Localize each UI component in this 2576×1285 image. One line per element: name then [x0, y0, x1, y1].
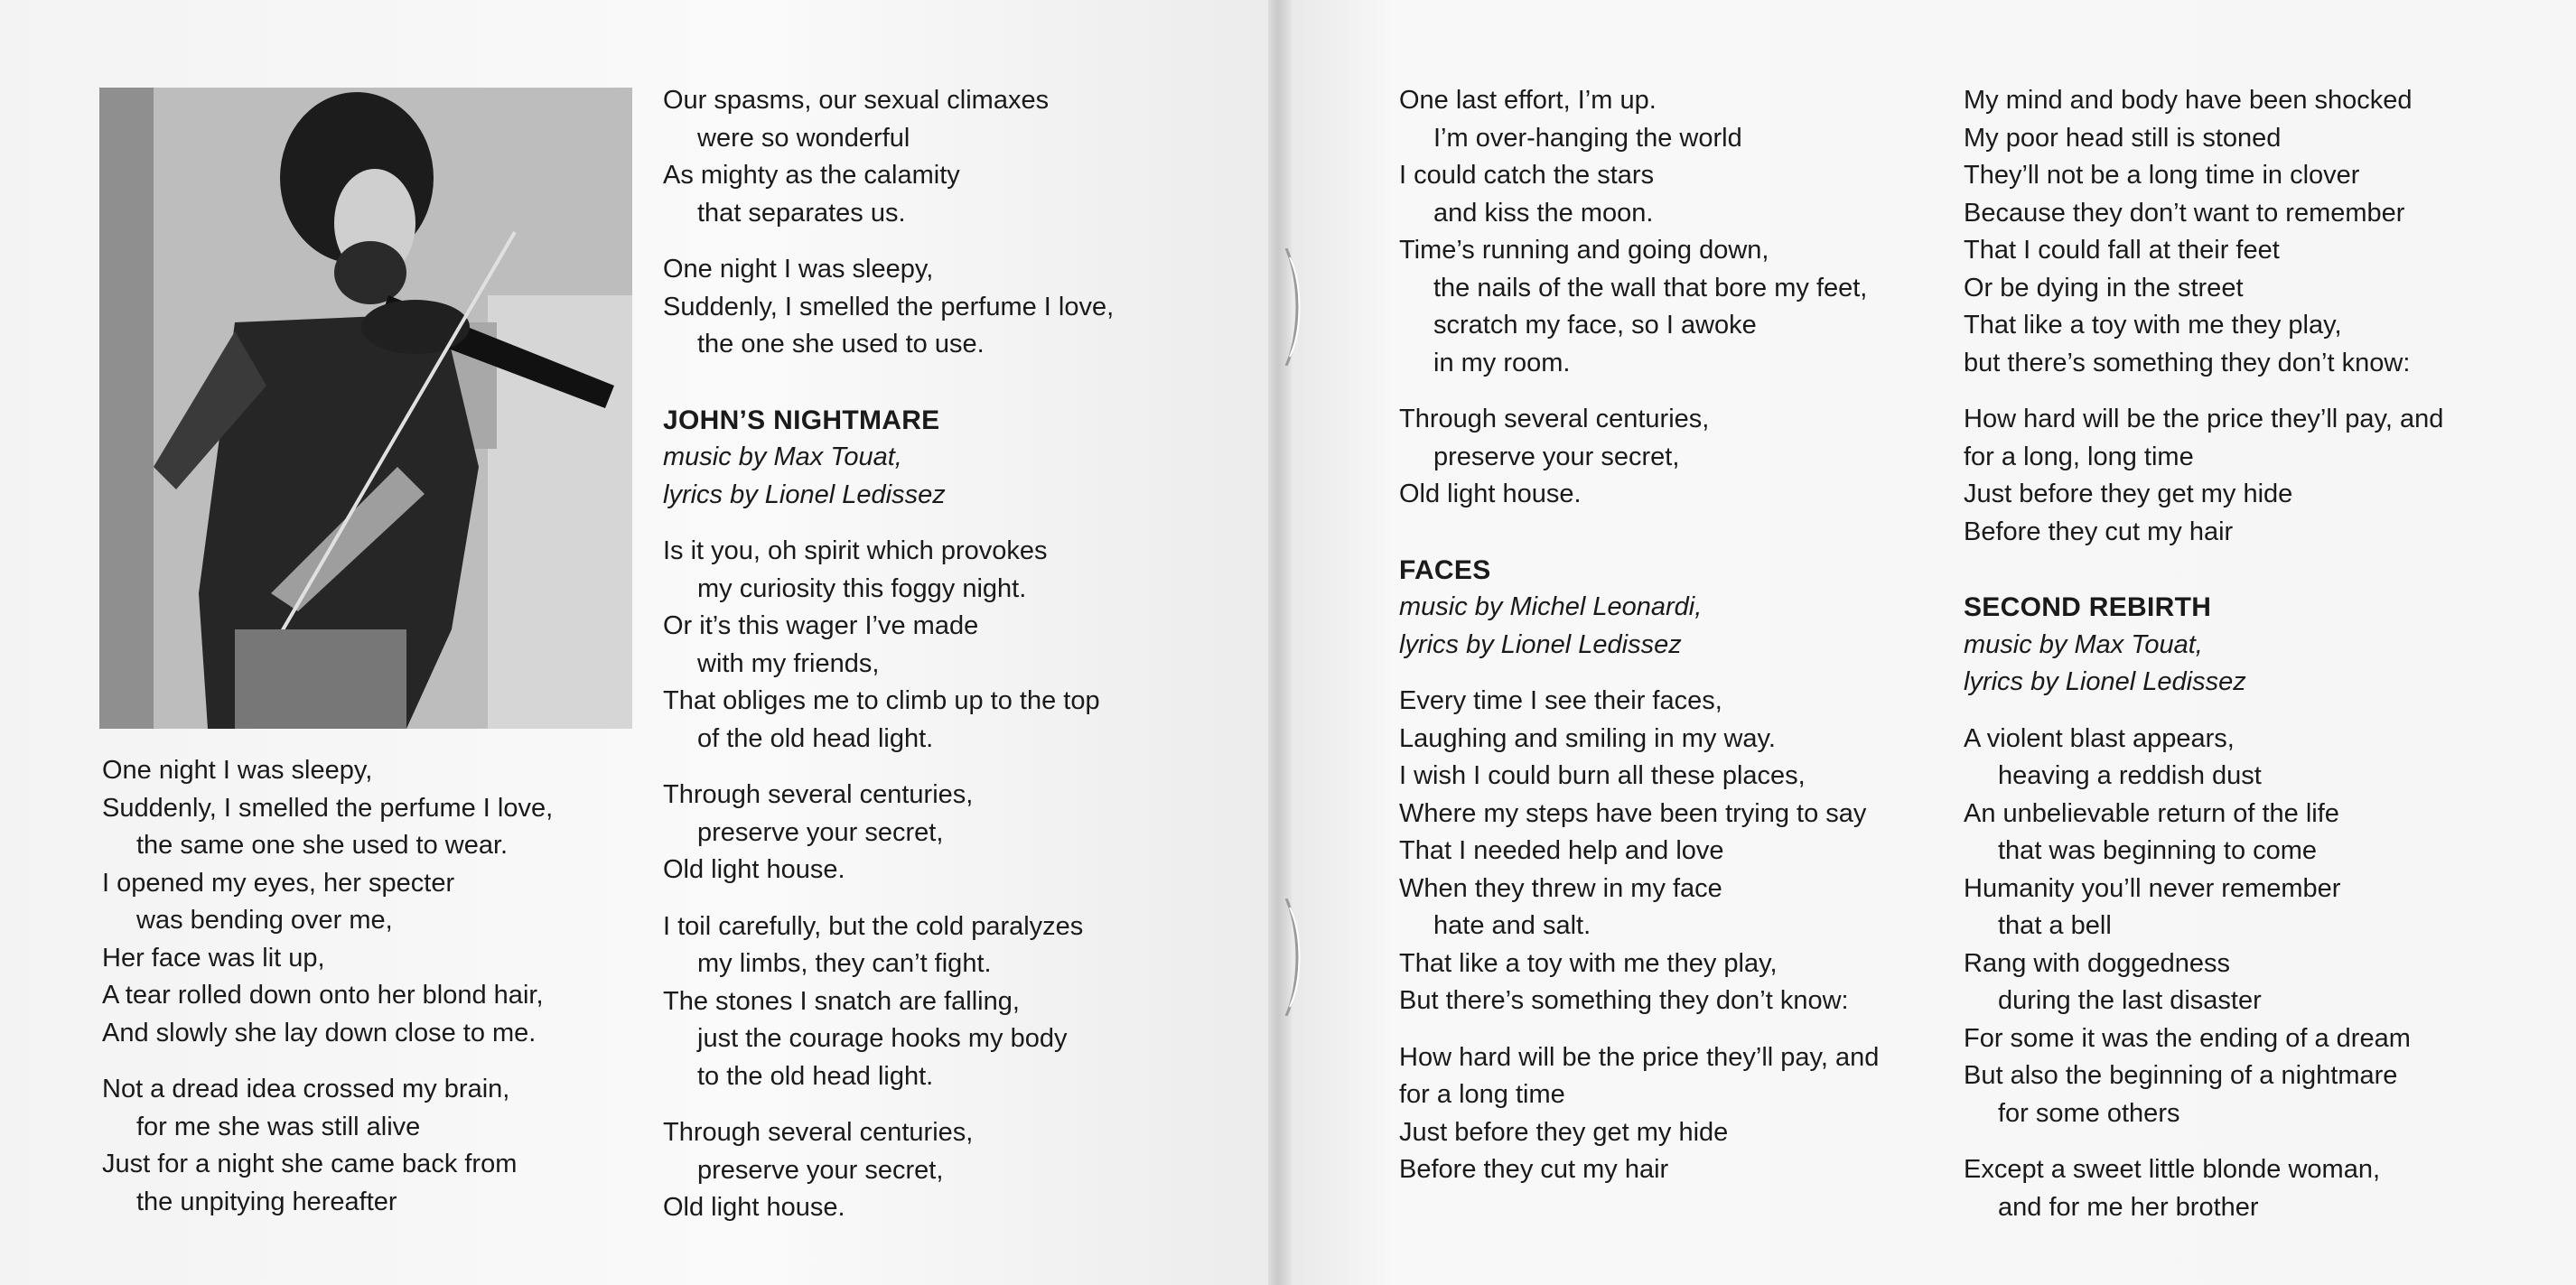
- lyric-line: I wish I could burn all these places,: [1399, 761, 1806, 790]
- lyric-line: Is it you, oh spirit which provokes: [663, 536, 1048, 565]
- stanza-gap: [1399, 514, 1879, 533]
- lyric-line: The stones I snatch are falling,: [663, 986, 1020, 1016]
- lyric-line: An unbelievable return of the life: [1964, 798, 2339, 828]
- lyric-line: My poor head still is stoned: [1964, 123, 2282, 153]
- lyric-line: for a long time: [1399, 1080, 1565, 1109]
- lyric-line: in my room.: [1433, 348, 1571, 377]
- lyric-line: Just for a night she came back from: [102, 1150, 518, 1178]
- lyric-line: the nails of the wall that bore my feet,: [1433, 273, 1868, 303]
- stanza-gap: [102, 1052, 553, 1071]
- booklet-spine: [1268, 0, 1292, 1285]
- lyric-line: My mind and body have been shocked: [1964, 86, 2413, 115]
- song-credit: music by Max Touat,: [1964, 629, 2203, 659]
- song-title: FACES: [1399, 554, 1491, 585]
- stanza-gap: [663, 758, 1114, 777]
- stanza-gap: [663, 889, 1114, 908]
- lyric-line: and kiss the moon.: [1433, 198, 1654, 228]
- stanza-gap: [1399, 382, 1879, 401]
- lyric-line: were so wonderful: [697, 123, 910, 153]
- lyric-line: Laughing and smiling in my way.: [1399, 723, 1776, 753]
- lyric-line: preserve your secret,: [1433, 442, 1680, 471]
- lyric-line: but there’s something they don’t know:: [1964, 348, 2411, 377]
- lyric-line: Old light house.: [1399, 480, 1582, 508]
- lyric-line: That like a toy with me they play,: [1399, 948, 1778, 978]
- lyric-line: was bending over me,: [136, 906, 393, 935]
- lyric-line: As mighty as the calamity: [663, 161, 960, 190]
- stanza-gap: [1399, 533, 1879, 552]
- lyric-line: But there’s something they don’t know:: [1399, 986, 1849, 1015]
- lyric-line: For some it was the ending of a dream: [1964, 1023, 2411, 1053]
- song-credit: lyrics by Lionel Ledissez: [663, 480, 946, 509]
- stanza-gap: [663, 232, 1114, 251]
- lyric-line: that was beginning to come: [1998, 836, 2318, 865]
- lyric-line: I opened my eyes, her specter: [102, 868, 455, 898]
- lyric-line: Or it’s this wager I’ve made: [663, 611, 979, 640]
- lyric-line: for a long, long time: [1964, 442, 2194, 471]
- lyric-line: How hard will be the price they’ll pay, and: [1964, 405, 2444, 433]
- staple-icon: [1281, 899, 1304, 1016]
- song-title: JOHN’S NIGHTMARE: [663, 405, 940, 435]
- lyric-line: Old light house.: [663, 1193, 845, 1222]
- lyric-line: How hard will be the price they’ll pay, and: [1399, 1042, 1880, 1072]
- lyric-line: that a bell: [1998, 911, 2112, 940]
- stanza-gap: [1964, 1132, 2443, 1151]
- lyrics-column-2: [663, 82, 1114, 1227]
- lyric-line: the same one she used to wear.: [136, 831, 509, 860]
- lyric-line: But also the beginning of a nightmare: [1964, 1061, 2398, 1090]
- stanza-gap: [1399, 664, 1879, 683]
- lyrics-column-4: [1964, 82, 2443, 1226]
- lyric-line: Rang with doggedness: [1964, 948, 2231, 978]
- lyric-line: hate and salt.: [1433, 911, 1591, 940]
- lyric-line: Except a sweet little blonde woman,: [1964, 1155, 2381, 1184]
- lyric-line: preserve your secret,: [697, 817, 944, 847]
- lyric-line: Our spasms, our sexual climaxes: [663, 86, 1050, 115]
- lyric-line: I toil carefully, but the cold paralyzes: [663, 911, 1084, 941]
- stanza-gap: [1964, 382, 2443, 401]
- stanza-gap: [1964, 551, 2443, 570]
- stanza-gap: [663, 1095, 1114, 1114]
- song-credit: lyrics by Lionel Ledissez: [1399, 629, 1682, 659]
- lyric-line: Time’s running and going down,: [1399, 236, 1769, 265]
- lyric-line: Where my steps have been trying to say: [1399, 798, 1867, 828]
- lyric-line: I’m over-hanging the world: [1433, 123, 1742, 153]
- lyric-line: and for me her brother: [1998, 1192, 2259, 1222]
- lyric-line: of the old head light.: [697, 723, 934, 753]
- lyric-line: to the old head light.: [697, 1061, 934, 1091]
- lyric-line: Just before they get my hide: [1399, 1117, 1729, 1147]
- song-credit: lyrics by Lionel Ledissez: [1964, 667, 2246, 696]
- stanza-gap: [663, 364, 1114, 383]
- lyric-line: That like a toy with me they play,: [1964, 311, 2342, 340]
- lyric-line: heaving a reddish dust: [1998, 761, 2262, 790]
- lyric-line: Not a dread idea crossed my brain,: [102, 1075, 510, 1103]
- song-title: SECOND REBIRTH: [1964, 592, 2212, 622]
- lyric-line: Old light house.: [663, 855, 845, 884]
- lyric-line: preserve your secret,: [697, 1155, 944, 1185]
- lyric-line: A tear rolled down onto her blond hair,: [102, 981, 544, 1010]
- lyric-line: One night I was sleepy,: [102, 756, 373, 785]
- lyric-line: just the courage hooks my body: [697, 1024, 1068, 1053]
- lyric-line: Through several centuries,: [663, 1118, 974, 1147]
- staple-icon: [1281, 248, 1304, 366]
- lyric-line: I could catch the stars: [1399, 161, 1655, 190]
- stanza-gap: [663, 514, 1114, 533]
- lyric-line: Every time I see their faces,: [1399, 686, 1722, 715]
- stanza-gap: [1964, 702, 2443, 721]
- lyric-line: One last effort, I’m up.: [1399, 86, 1657, 115]
- lyric-line: my limbs, they can’t fight.: [697, 949, 992, 978]
- stanza-gap: [1964, 570, 2443, 589]
- lyric-line: Through several centuries,: [663, 780, 974, 809]
- lyric-line: Her face was lit up,: [102, 943, 325, 973]
- lyric-line: Suddenly, I smelled the perfume I love,: [102, 793, 554, 823]
- lyric-line: Before they cut my hair: [1399, 1155, 1669, 1184]
- lyrics-column-1: [102, 752, 553, 1221]
- lyric-line: during the last disaster: [1998, 986, 2262, 1015]
- lyric-line: for me she was still alive: [136, 1112, 421, 1141]
- lyric-line: Through several centuries,: [1399, 405, 1710, 433]
- lyric-line: Suddenly, I smelled the perfume I love,: [663, 292, 1115, 321]
- lyric-line: scratch my face, so I awoke: [1433, 311, 1757, 340]
- lyric-line: Or be dying in the street: [1964, 273, 2244, 303]
- lyric-line: that separates us.: [697, 198, 906, 228]
- lyrics-column-3: [1399, 82, 1879, 1189]
- lyric-line: When they threw in my face: [1399, 873, 1722, 903]
- stanza-gap: [1399, 1020, 1879, 1039]
- lyric-line: the one she used to use.: [697, 330, 985, 358]
- lyric-line: for some others: [1998, 1098, 2180, 1128]
- lyric-line: Just before they get my hide: [1964, 480, 2293, 508]
- lyric-line: That obliges me to climb up to the top: [663, 686, 1100, 715]
- song-credit: music by Max Touat,: [663, 442, 902, 471]
- lyric-line: That I needed help and love: [1399, 836, 1724, 865]
- song-credit: music by Michel Leonardi,: [1399, 592, 1703, 621]
- violinist-photo: [99, 88, 632, 729]
- lyric-line: Humanity you’ll never remember: [1964, 873, 2341, 903]
- lyric-line: my curiosity this foggy night.: [697, 573, 1027, 603]
- lyric-line: the unpitying hereafter: [136, 1187, 397, 1216]
- lyric-line: Before they cut my hair: [1964, 517, 2234, 546]
- stanza-gap: [663, 383, 1114, 402]
- lyric-line: They’ll not be a long time in clover: [1964, 161, 2360, 190]
- lyric-line: A violent blast appears,: [1964, 723, 2235, 753]
- lyric-line: That I could fall at their feet: [1964, 236, 2280, 265]
- lyric-line: with my friends,: [697, 648, 880, 678]
- lyric-line: And slowly she lay down close to me.: [102, 1018, 537, 1048]
- lyric-line: One night I was sleepy,: [663, 255, 934, 284]
- lyric-line: Because they don’t want to remember: [1964, 198, 2405, 228]
